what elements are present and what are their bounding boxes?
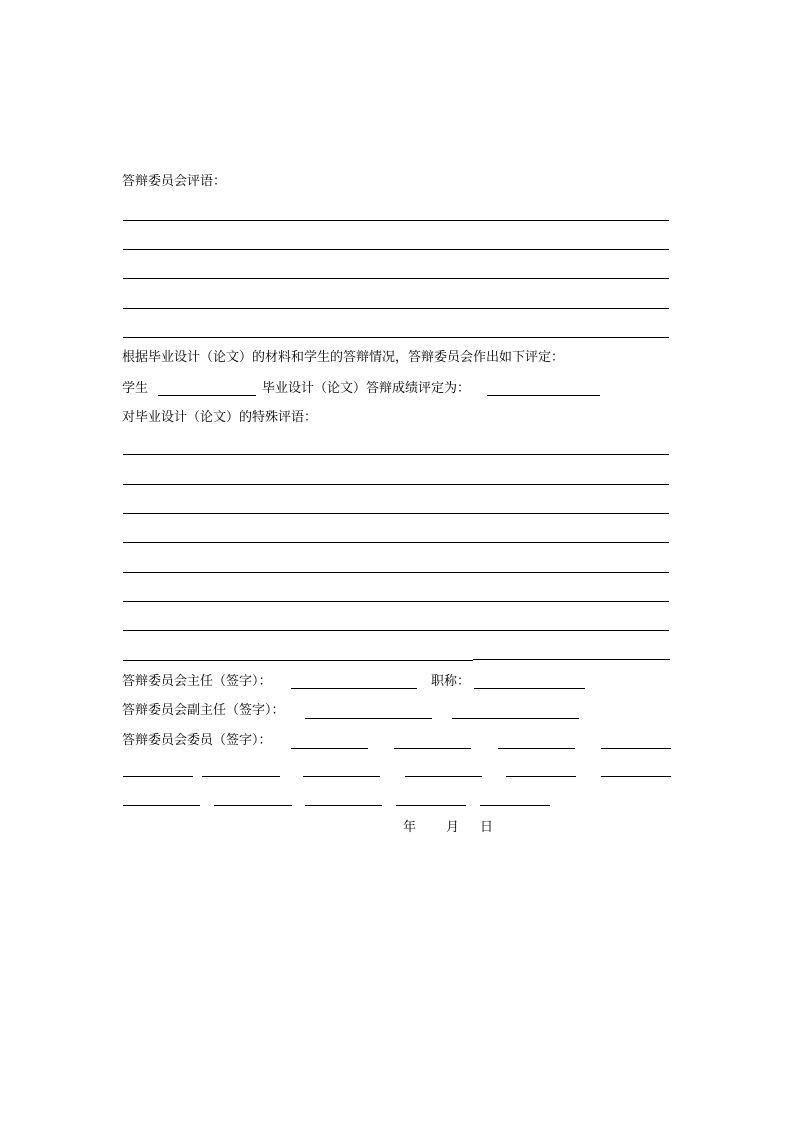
member-signature-field-6[interactable] [202,776,280,777]
special-line-8-left[interactable] [123,660,473,661]
vice-chair-signature-field-1[interactable] [305,718,432,719]
special-line-6[interactable] [123,601,669,602]
member-signature-field-11[interactable] [123,805,200,806]
special-line-2[interactable] [123,484,669,485]
grade-field[interactable] [487,395,600,396]
member-signature-field-8[interactable] [405,776,482,777]
committee-comments-label: 答辩委员会评语： [122,174,227,189]
chair-label: 答辩委员会主任（签字）： [122,674,272,689]
comment-line-3[interactable] [123,278,669,279]
special-line-5[interactable] [123,572,669,573]
evaluation-intro: 根据毕业设计（论文）的材料和学生的答辩情况，答辩委员会作出如下评定： [122,350,565,365]
vice-chair-label: 答辩委员会副主任（签字）： [122,703,285,718]
chair-title-field[interactable] [474,688,585,689]
special-comments-label: 对毕业设计（论文）的特殊评语： [122,410,318,425]
member-signature-field-12[interactable] [214,805,292,806]
member-signature-field-4[interactable] [601,748,671,749]
special-line-4[interactable] [123,542,669,543]
member-signature-field-14[interactable] [396,805,466,806]
date-day: 日 [480,820,494,835]
special-line-7[interactable] [123,630,669,631]
comment-line-5[interactable] [123,337,669,338]
chair-title-label: 职称： [431,674,471,689]
grade-label: 毕业设计（论文）答辩成绩评定为： [262,381,471,396]
student-prefix: 学生 [122,381,149,396]
member-signature-field-15[interactable] [480,805,550,806]
special-line-8-right[interactable] [473,659,670,660]
special-line-1[interactable] [123,454,669,455]
chair-signature-field[interactable] [291,688,417,689]
member-signature-field-5[interactable] [123,776,193,777]
comment-line-1[interactable] [123,220,669,221]
member-signature-field-9[interactable] [506,776,576,777]
members-label: 答辩委员会委员（签字）： [122,733,272,748]
member-signature-field-2[interactable] [394,748,471,749]
member-signature-field-1[interactable] [291,748,368,749]
member-signature-field-7[interactable] [303,776,380,777]
member-signature-field-13[interactable] [305,805,382,806]
member-signature-field-10[interactable] [601,776,671,777]
date-month: 月 [446,820,460,835]
student-name-field[interactable] [158,395,256,396]
vice-chair-signature-field-2[interactable] [452,718,579,719]
member-signature-field-3[interactable] [498,748,575,749]
date-year: 年 [403,820,417,835]
special-line-3[interactable] [123,513,669,514]
comment-line-2[interactable] [123,249,669,250]
comment-line-4[interactable] [123,308,669,309]
